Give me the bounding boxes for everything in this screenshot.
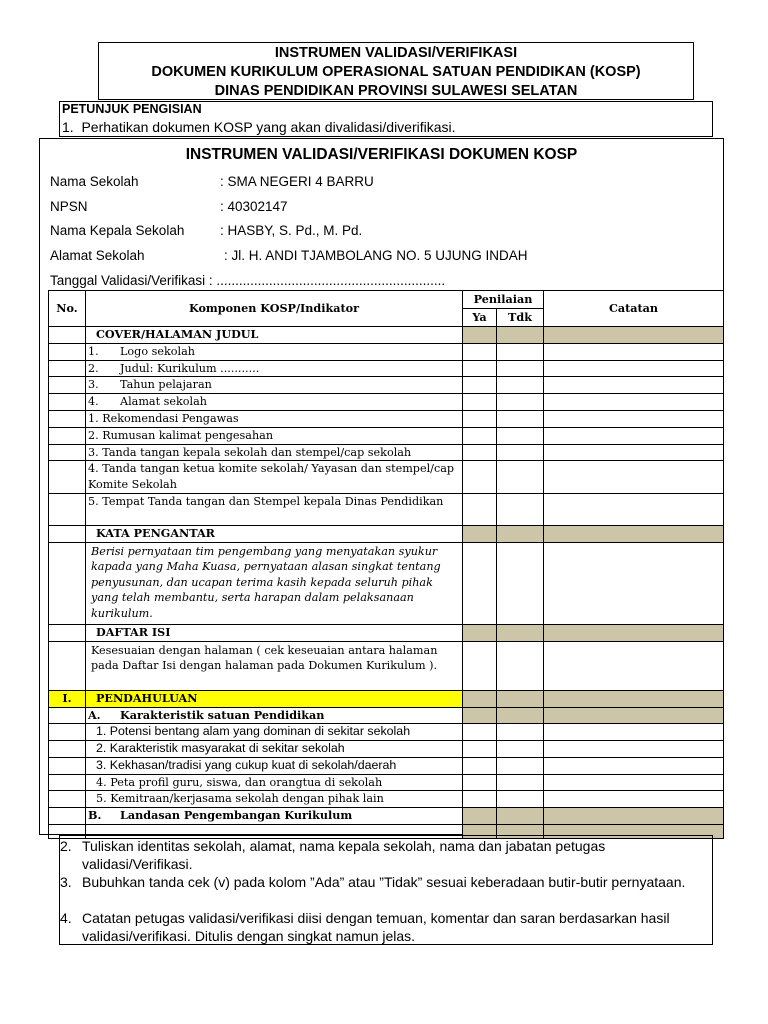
tdk-cell[interactable] xyxy=(497,774,544,791)
ya-cell[interactable] xyxy=(463,411,497,428)
indicator-text: 1. Rekomendasi Pengawas xyxy=(86,411,463,428)
catatan-cell[interactable] xyxy=(544,641,724,690)
tdk-cell[interactable] xyxy=(497,525,544,542)
catatan-cell[interactable] xyxy=(544,757,724,774)
section-heading: KATA PENGANTAR xyxy=(86,525,463,542)
table-row xyxy=(49,774,724,791)
catatan-cell[interactable] xyxy=(544,360,724,377)
field-label-kepala-sekolah: Nama Kepala Sekolah xyxy=(50,223,185,238)
petunjuk-item-number: 4. xyxy=(60,910,72,926)
tdk-cell[interactable] xyxy=(497,724,544,741)
ya-cell[interactable] xyxy=(463,624,497,641)
table-row xyxy=(49,624,724,641)
indicator-text: 4. Alamat sekolah xyxy=(86,394,463,411)
field-value-alamat: : Jl. H. ANDI TJAMBOLANG NO. 5 UJUNG INDAH xyxy=(224,248,528,263)
tdk-cell[interactable] xyxy=(497,444,544,461)
catatan-cell[interactable] xyxy=(544,774,724,791)
subsection-heading: B. Landasan Pengembangan Kurikulum xyxy=(86,808,463,825)
row-number: I. xyxy=(49,690,86,707)
field-label-npsn: NPSN xyxy=(50,199,88,214)
table-row xyxy=(49,360,724,377)
indicator-text: 5. Kemitraan/kerjasama sekolah dengan pihak lain xyxy=(86,791,463,808)
field-label-alamat: Alamat Sekolah xyxy=(50,248,145,263)
tdk-cell[interactable] xyxy=(497,493,544,525)
table-row xyxy=(49,344,724,361)
ya-cell[interactable] xyxy=(463,791,497,808)
catatan-cell[interactable] xyxy=(544,624,724,641)
catatan-cell[interactable] xyxy=(544,444,724,461)
header-catatan: Catatan xyxy=(544,291,724,327)
tdk-cell[interactable] xyxy=(497,394,544,411)
table-row xyxy=(49,690,724,707)
tdk-cell[interactable] xyxy=(497,641,544,690)
indicator-text: 3. Tanda tangan kepala sekolah dan stempel/cap sekolah xyxy=(86,444,463,461)
table-row xyxy=(49,757,724,774)
table-row xyxy=(49,461,724,493)
tdk-cell[interactable] xyxy=(497,461,544,493)
table-row xyxy=(49,791,724,808)
indicator-description: Berisi pernyataan tim pengembang yang menyatakan syukur kapada yang Maha Kuasa, pernyataan alasan singkat tentang penyusunan, dan ucapan terima kasih kepada seluruh pihak yang telah membantu, serta harapan dalam pelaksanaan kurikulum. xyxy=(86,542,463,624)
tdk-cell[interactable] xyxy=(497,690,544,707)
table-row xyxy=(49,411,724,428)
header-agency: DINAS PENDIDIKAN PROVINSI SULAWESI SELATAN xyxy=(214,83,578,99)
ya-cell[interactable] xyxy=(463,360,497,377)
petunjuk-item-text: Perhatikan dokumen KOSP yang akan divalidasi/diverifikasi. xyxy=(81,119,456,135)
ya-cell[interactable] xyxy=(463,808,497,825)
field-value-nama-sekolah: : SMA NEGERI 4 BARRU xyxy=(220,174,374,189)
catatan-cell[interactable] xyxy=(544,377,724,394)
tdk-cell[interactable] xyxy=(497,757,544,774)
field-tanggal: Tanggal Validasi/Verifikasi : ............................................................. xyxy=(50,273,446,288)
tdk-cell[interactable] xyxy=(497,377,544,394)
catatan-cell[interactable] xyxy=(544,707,724,724)
table-row xyxy=(49,377,724,394)
ya-cell[interactable] xyxy=(463,327,497,344)
ya-cell[interactable] xyxy=(463,741,497,758)
table-row xyxy=(49,493,724,525)
indicator-text: 1. Logo sekolah xyxy=(86,344,463,361)
table-row xyxy=(49,724,724,741)
tdk-cell[interactable] xyxy=(497,741,544,758)
table-row xyxy=(49,427,724,444)
ya-cell[interactable] xyxy=(463,757,497,774)
tdk-cell[interactable] xyxy=(497,707,544,724)
table-row xyxy=(49,808,724,825)
header-komponen: Komponen KOSP/Indikator xyxy=(86,291,463,327)
catatan-cell[interactable] xyxy=(544,724,724,741)
catatan-cell[interactable] xyxy=(544,493,724,525)
row-number xyxy=(49,525,86,542)
ya-cell[interactable] xyxy=(463,707,497,724)
tdk-cell[interactable] xyxy=(497,791,544,808)
tdk-cell[interactable] xyxy=(497,427,544,444)
catatan-cell[interactable] xyxy=(544,327,724,344)
row-number xyxy=(49,624,86,641)
ya-cell[interactable] xyxy=(463,461,497,493)
tdk-cell[interactable] xyxy=(497,344,544,361)
subsection-heading: A. Karakteristik satuan Pendidikan xyxy=(86,707,463,724)
table-row xyxy=(49,444,724,461)
header-ya: Ya xyxy=(463,309,497,327)
indicator-text: 2. Karakteristik masyarakat di sekitar sekolah xyxy=(86,741,463,758)
checklist-table xyxy=(48,290,724,839)
catatan-cell[interactable] xyxy=(544,741,724,758)
ya-cell[interactable] xyxy=(463,774,497,791)
catatan-cell[interactable] xyxy=(544,427,724,444)
table-row xyxy=(49,741,724,758)
ya-cell[interactable] xyxy=(463,724,497,741)
header-subtitle: DOKUMEN KURIKULUM OPERASIONAL SATUAN PENDIDIKAN (KOSP) xyxy=(151,64,641,80)
section-heading: DAFTAR ISI xyxy=(86,624,463,641)
indicator-text: 3. Kekhasan/tradisi yang cukup kuat di sekolah/daerah xyxy=(86,757,463,774)
indicator-text: 4. Tanda tangan ketua komite sekolah/ Yayasan dan stempel/cap Komite Sekolah xyxy=(86,461,463,493)
catatan-cell[interactable] xyxy=(544,344,724,361)
ya-cell[interactable] xyxy=(463,427,497,444)
table-row xyxy=(49,641,724,690)
header-penilaian: Penilaian xyxy=(463,291,544,309)
petunjuk-item-number: 1. xyxy=(62,119,74,135)
field-value-kepala-sekolah: : HASBY, S. Pd., M. Pd. xyxy=(220,223,363,238)
petunjuk-item-text: Catatan petugas validasi/verifikasi diisi dengan temuan, komentar dan saran berdasarkan hasil validasi/verifikasi. Ditulis dengan singkat namun jelas. xyxy=(82,910,670,945)
petunjuk-continued-box xyxy=(59,835,713,945)
tdk-cell[interactable] xyxy=(497,624,544,641)
tdk-cell[interactable] xyxy=(497,542,544,624)
field-value-npsn: : 40302147 xyxy=(220,199,288,214)
section-heading: PENDAHULUAN xyxy=(86,690,463,707)
indicator-description: Kesesuaian dengan halaman ( cek keseuaian antara halaman pada Daftar Isi dengan halaman pada Dokumen Kurikulum ). xyxy=(86,641,463,690)
document-header xyxy=(98,42,694,100)
header-title: INSTRUMEN VALIDASI/VERIFIKASI xyxy=(274,45,518,61)
catatan-cell[interactable] xyxy=(544,791,724,808)
table-row xyxy=(49,394,724,411)
section-heading: COVER/HALAMAN JUDUL xyxy=(86,327,463,344)
table-row xyxy=(49,707,724,724)
tdk-cell[interactable] xyxy=(497,327,544,344)
ya-cell[interactable] xyxy=(463,444,497,461)
ya-cell[interactable] xyxy=(463,377,497,394)
indicator-text: 2. Judul: Kurikulum ........... xyxy=(86,360,463,377)
instrument-title: INSTRUMEN VALIDASI/VERIFIKASI DOKUMEN KOSP xyxy=(185,146,578,163)
indicator-text: 5. Tempat Tanda tangan dan Stempel kepala Dinas Pendidikan xyxy=(86,493,463,525)
row-number xyxy=(49,327,86,344)
petunjuk-item-text: Tuliskan identitas sekolah, alamat, nama kepala sekolah, nama dan jabatan petugas validasi/Verifikasi. xyxy=(82,838,606,873)
catatan-cell[interactable] xyxy=(544,808,724,825)
petunjuk-item-number: 3. xyxy=(60,874,72,890)
tdk-cell[interactable] xyxy=(497,808,544,825)
tdk-cell[interactable] xyxy=(497,360,544,377)
catatan-cell[interactable] xyxy=(544,461,724,493)
ya-cell[interactable] xyxy=(463,641,497,690)
indicator-text: 3. Tahun pelajaran xyxy=(86,377,463,394)
petunjuk-title: PETUNJUK PENGISIAN xyxy=(62,102,202,116)
header-tdk: Tdk xyxy=(497,309,544,327)
ya-cell[interactable] xyxy=(463,493,497,525)
ya-cell[interactable] xyxy=(463,394,497,411)
indicator-text: 1. Potensi bentang alam yang dominan di sekitar sekolah xyxy=(86,724,463,741)
table-row xyxy=(49,542,724,624)
indicator-text: 2. Rumusan kalimat pengesahan xyxy=(86,427,463,444)
table-header-row xyxy=(49,291,724,309)
petunjuk-box xyxy=(59,101,713,137)
table-row xyxy=(49,525,724,542)
petunjuk-item-text: Bubuhkan tanda cek (v) pada kolom ”Ada” atau ”Tidak” sesuai keberadaan butir-butir pernyataan. xyxy=(82,874,686,890)
ya-cell[interactable] xyxy=(463,344,497,361)
tdk-cell[interactable] xyxy=(497,411,544,428)
ya-cell[interactable] xyxy=(463,542,497,624)
ya-cell[interactable] xyxy=(463,525,497,542)
catatan-cell[interactable] xyxy=(544,690,724,707)
header-no: No. xyxy=(49,291,86,327)
indicator-text: 4. Peta profil guru, siswa, dan orangtua di sekolah xyxy=(86,774,463,791)
field-label-nama-sekolah: Nama Sekolah xyxy=(50,174,139,189)
petunjuk-item-1 xyxy=(62,119,456,135)
catatan-cell[interactable] xyxy=(544,411,724,428)
catatan-cell[interactable] xyxy=(544,525,724,542)
table-row xyxy=(49,327,724,344)
ya-cell[interactable] xyxy=(463,690,497,707)
catatan-cell[interactable] xyxy=(544,394,724,411)
petunjuk-item-number: 2. xyxy=(60,838,72,854)
catatan-cell[interactable] xyxy=(544,542,724,624)
